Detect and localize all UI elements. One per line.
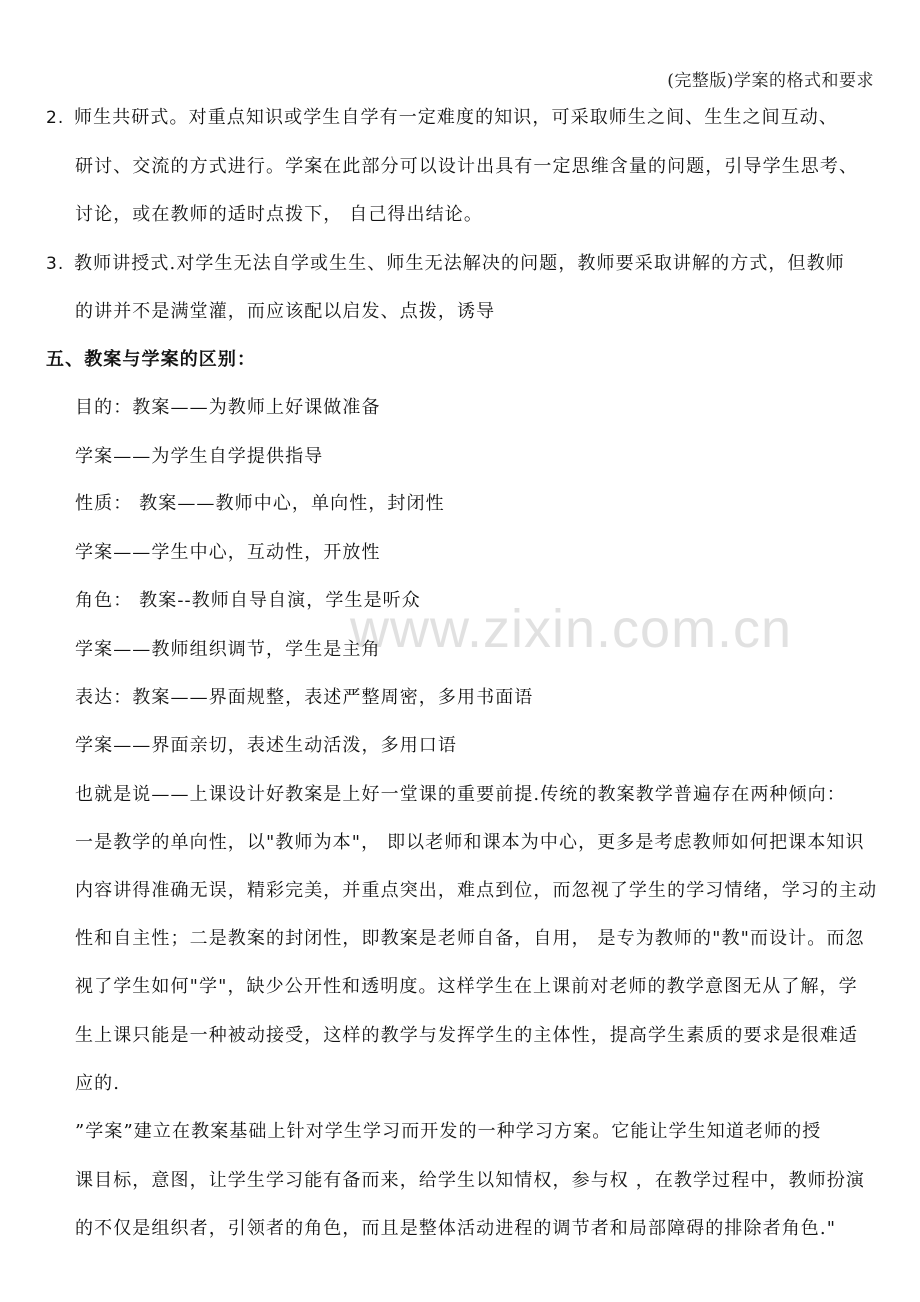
item-number: 2. [46,108,65,128]
item-number: 3. [46,254,65,274]
comparison-line: 学案——为学生自学提供指导 [75,446,324,467]
paragraph-2-line: 课目标，意图，让学生学习能有备而来，给学生以知情权，参与权 ，在教学过程中，教师扮演 [75,1170,865,1191]
comparison-line: 性质： 教案——教师中心，单向性，封闭性 [75,493,445,514]
item-2-line-3: 讨论，或在教师的适时点拨下， 自己得出结论。 [75,204,483,225]
paragraph-2-line: 的不仅是组织者，引领者的角色，而且是整体活动进程的调节者和局部障碍的排除者角色." [75,1218,837,1239]
watermark: www.zixin.com.cn [350,599,793,659]
paragraph-1-line: 一是教学的单向性，以"教师为本"， 即以老师和课本为中心，更多是考虑教师如何把课本知识 [75,832,865,853]
item-text: 教师讲授式.对学生无法自学或生生、师生无法解决的问题，教师要采取讲解的方式，但教师 [74,253,845,274]
item-3-line-1 [46,249,845,275]
page-header: (完整版)学案的格式和要求 [667,71,874,91]
paragraph-1-line: 视了学生如何"学"，缺少公开性和透明度。这样学生在上课前对老师的教学意图无从了解，学 [75,976,858,997]
paragraph-1-line: 也就是说——上课设计好教案是上好一堂课的重要前提.传统的教案教学普遍存在两种倾向： [75,784,846,805]
paragraph-1-line: 应的. [75,1073,121,1094]
comparison-line: 学案——学生中心，互动性，开放性 [75,542,381,563]
comparison-line: 学案——界面亲切，表述生动活泼，多用口语 [75,735,457,756]
comparison-line: 角色： 教案--教师自导自演，学生是听众 [75,590,421,611]
item-text: 师生共研式。对重点知识或学生自学有一定难度的知识，可采取师生之间、生生之间互动、 [74,107,838,128]
paragraph-1-line: 性和自主性；二是教案的封闭性，即教案是老师自备，自用， 是专为教师的"教"而设计。而忽 [75,928,865,949]
paragraph-1-line: 生上课只能是一种被动接受，这样的教学与发挥学生的主体性，提高学生素质的要求是很难适 [75,1025,859,1046]
item-3-line-2: 的讲并不是满堂灌，而应该配以启发、点拨，诱导 [75,301,496,322]
paragraph-2-line: ”学案”建立在教案基础上针对学生学习而开发的一种学习方案。它能让学生知道老师的授 [75,1121,822,1142]
comparison-line: 表达：教案——界面规整，表述严整周密，多用书面语 [75,687,534,708]
item-2-line-1 [46,103,838,129]
paragraph-1-line: 内容讲得准确无误，精彩完美，并重点突出，难点到位，而忽视了学生的学习情绪，学习的主动 [75,880,878,901]
comparison-line: 学案——教师组织调节，学生是主角 [75,639,381,660]
comparison-line: 目的：教案——为教师上好课做准备 [75,397,381,418]
item-2-line-2: 研讨、交流的方式进行。学案在此部分可以设计出具有一定思维含量的问题，引导学生思考、 [75,156,859,177]
section-heading: 五、教案与学案的区别： [46,349,257,370]
